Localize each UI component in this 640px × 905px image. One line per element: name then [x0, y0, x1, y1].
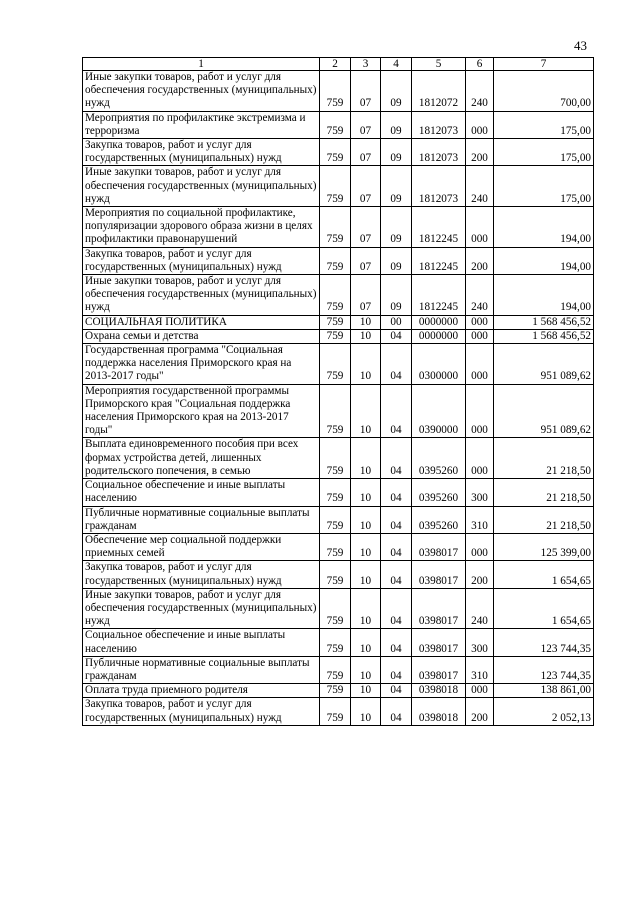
row-code-2: 759 [320, 315, 351, 329]
row-code-2: 759 [320, 344, 351, 385]
row-code-6: 240 [466, 588, 494, 629]
row-code-5: 0390000 [412, 384, 466, 438]
row-amount: 194,00 [494, 275, 594, 316]
budget-table [82, 57, 594, 726]
row-name: Публичные нормативные социальные выплаты гражданам [83, 506, 320, 533]
row-amount: 138 861,00 [494, 684, 594, 698]
table-row [83, 561, 594, 588]
row-code-6: 000 [466, 533, 494, 560]
row-code-3: 07 [351, 139, 381, 166]
row-code-2: 759 [320, 139, 351, 166]
row-amount: 1 568 456,52 [494, 329, 594, 343]
row-code-4: 09 [381, 166, 412, 207]
row-code-6: 000 [466, 315, 494, 329]
row-code-6: 000 [466, 329, 494, 343]
row-code-5: 0398018 [412, 698, 466, 725]
row-code-6: 240 [466, 275, 494, 316]
row-code-3: 10 [351, 344, 381, 385]
row-code-6: 200 [466, 698, 494, 725]
row-code-4: 04 [381, 384, 412, 438]
row-code-2: 759 [320, 629, 351, 656]
table-row [83, 384, 594, 438]
row-code-4: 09 [381, 247, 412, 274]
row-code-6: 200 [466, 139, 494, 166]
row-code-5: 0395260 [412, 506, 466, 533]
row-code-4: 04 [381, 698, 412, 725]
row-code-2: 759 [320, 506, 351, 533]
row-name: Иные закупки товаров, работ и услуг для обеспечения государственных (муниципальных) нужд [83, 275, 320, 316]
row-code-2: 759 [320, 247, 351, 274]
row-code-3: 10 [351, 588, 381, 629]
row-code-3: 10 [351, 561, 381, 588]
row-name: Мероприятия по профилактике экстремизма и терроризма [83, 111, 320, 138]
row-name: СОЦИАЛЬНАЯ ПОЛИТИКА [83, 315, 320, 329]
row-code-2: 759 [320, 533, 351, 560]
row-code-5: 0398017 [412, 656, 466, 683]
row-amount: 951 089,62 [494, 344, 594, 385]
row-code-3: 10 [351, 656, 381, 683]
row-code-6: 300 [466, 479, 494, 506]
row-code-5: 1812245 [412, 247, 466, 274]
row-name: Обеспечение мер социальной поддержки приемных семей [83, 533, 320, 560]
col-header-6: 6 [466, 58, 494, 71]
header-row [83, 58, 594, 71]
row-code-5: 1812073 [412, 139, 466, 166]
row-code-2: 759 [320, 479, 351, 506]
row-name: Мероприятия государственной программы Приморского края "Социальная поддержка населения Приморского края на 2013-2017 годы" [83, 384, 320, 438]
row-code-4: 00 [381, 315, 412, 329]
row-code-4: 04 [381, 656, 412, 683]
row-code-6: 000 [466, 207, 494, 248]
row-code-4: 04 [381, 588, 412, 629]
row-code-4: 04 [381, 329, 412, 343]
table-row [83, 315, 594, 329]
table-row [83, 139, 594, 166]
row-code-2: 759 [320, 684, 351, 698]
row-code-3: 10 [351, 698, 381, 725]
row-code-5: 1812072 [412, 71, 466, 112]
row-name: Государственная программа "Социальная поддержка населения Приморского края на 2013-2017 годы" [83, 344, 320, 385]
row-code-6: 240 [466, 71, 494, 112]
row-amount: 123 744,35 [494, 629, 594, 656]
row-name: Закупка товаров, работ и услуг для государственных (муниципальных) нужд [83, 561, 320, 588]
row-code-4: 09 [381, 111, 412, 138]
row-code-6: 000 [466, 344, 494, 385]
table-row [83, 506, 594, 533]
row-code-3: 10 [351, 506, 381, 533]
row-code-2: 759 [320, 438, 351, 479]
row-code-5: 1812073 [412, 166, 466, 207]
row-amount: 1 654,65 [494, 561, 594, 588]
row-code-6: 000 [466, 111, 494, 138]
table-row [83, 275, 594, 316]
row-code-5: 0395260 [412, 438, 466, 479]
row-code-3: 07 [351, 166, 381, 207]
row-code-2: 759 [320, 166, 351, 207]
row-code-2: 759 [320, 588, 351, 629]
row-code-5: 0398017 [412, 588, 466, 629]
row-code-3: 07 [351, 247, 381, 274]
row-code-6: 000 [466, 438, 494, 479]
row-code-3: 07 [351, 207, 381, 248]
row-code-5: 0300000 [412, 344, 466, 385]
row-amount: 175,00 [494, 166, 594, 207]
row-code-3: 10 [351, 315, 381, 329]
row-amount: 194,00 [494, 247, 594, 274]
row-amount: 175,00 [494, 139, 594, 166]
row-amount: 123 744,35 [494, 656, 594, 683]
col-header-1: 1 [83, 58, 320, 71]
row-name: Публичные нормативные социальные выплаты гражданам [83, 656, 320, 683]
row-name: Социальное обеспечение и иные выплаты населению [83, 479, 320, 506]
row-code-3: 10 [351, 533, 381, 560]
col-header-3: 3 [351, 58, 381, 71]
row-code-2: 759 [320, 384, 351, 438]
row-code-3: 10 [351, 479, 381, 506]
table-row [83, 207, 594, 248]
row-code-4: 09 [381, 139, 412, 166]
row-code-4: 09 [381, 275, 412, 316]
row-code-5: 0000000 [412, 315, 466, 329]
row-name: Закупка товаров, работ и услуг для государственных (муниципальных) нужд [83, 698, 320, 725]
row-name: Закупка товаров, работ и услуг для государственных (муниципальных) нужд [83, 139, 320, 166]
row-code-5: 1812245 [412, 207, 466, 248]
row-code-4: 04 [381, 561, 412, 588]
row-code-5: 0398017 [412, 629, 466, 656]
row-code-6: 300 [466, 629, 494, 656]
row-code-3: 07 [351, 111, 381, 138]
row-code-2: 759 [320, 698, 351, 725]
table-row [83, 344, 594, 385]
row-name: Социальное обеспечение и иные выплаты населению [83, 629, 320, 656]
row-code-6: 310 [466, 656, 494, 683]
col-header-2: 2 [320, 58, 351, 71]
row-code-5: 0398017 [412, 561, 466, 588]
row-amount: 125 399,00 [494, 533, 594, 560]
row-amount: 700,00 [494, 71, 594, 112]
row-code-5: 0395260 [412, 479, 466, 506]
row-amount: 951 089,62 [494, 384, 594, 438]
row-amount: 21 218,50 [494, 479, 594, 506]
row-name: Иные закупки товаров, работ и услуг для обеспечения государственных (муниципальных) нужд [83, 588, 320, 629]
row-amount: 21 218,50 [494, 438, 594, 479]
row-name: Оплата труда приемного родителя [83, 684, 320, 698]
table-row [83, 479, 594, 506]
row-code-3: 07 [351, 275, 381, 316]
table-row [83, 438, 594, 479]
table-row [83, 629, 594, 656]
row-code-2: 759 [320, 329, 351, 343]
page-number: 43 [574, 38, 587, 53]
table-row [83, 247, 594, 274]
table-row [83, 71, 594, 112]
row-name: Иные закупки товаров, работ и услуг для обеспечения государственных (муниципальных) нужд [83, 71, 320, 112]
row-amount: 175,00 [494, 111, 594, 138]
table-row [83, 533, 594, 560]
table-row [83, 684, 594, 698]
row-code-6: 200 [466, 247, 494, 274]
row-code-3: 10 [351, 629, 381, 656]
col-header-4: 4 [381, 58, 412, 71]
row-code-6: 200 [466, 561, 494, 588]
table-row [83, 588, 594, 629]
row-code-2: 759 [320, 275, 351, 316]
row-code-5: 1812073 [412, 111, 466, 138]
row-name: Выплата единовременного пособия при всех формах устройства детей, лишенных родительского попечения, в семью [83, 438, 320, 479]
row-code-4: 04 [381, 344, 412, 385]
row-amount: 1 568 456,52 [494, 315, 594, 329]
row-code-5: 0000000 [412, 329, 466, 343]
row-code-2: 759 [320, 207, 351, 248]
table-row [83, 111, 594, 138]
row-code-3: 07 [351, 71, 381, 112]
table-row [83, 698, 594, 725]
table-row [83, 166, 594, 207]
col-header-7: 7 [494, 58, 594, 71]
row-name: Закупка товаров, работ и услуг для государственных (муниципальных) нужд [83, 247, 320, 274]
row-name: Иные закупки товаров, работ и услуг для обеспечения государственных (муниципальных) нужд [83, 166, 320, 207]
row-code-4: 04 [381, 629, 412, 656]
row-code-4: 04 [381, 438, 412, 479]
row-code-3: 10 [351, 384, 381, 438]
row-code-3: 10 [351, 438, 381, 479]
row-amount: 21 218,50 [494, 506, 594, 533]
row-code-2: 759 [320, 71, 351, 112]
col-header-5: 5 [412, 58, 466, 71]
row-code-4: 09 [381, 207, 412, 248]
row-code-5: 0398017 [412, 533, 466, 560]
row-code-3: 10 [351, 329, 381, 343]
row-code-4: 04 [381, 506, 412, 533]
row-code-5: 1812245 [412, 275, 466, 316]
row-code-4: 04 [381, 479, 412, 506]
table-row [83, 656, 594, 683]
row-code-6: 310 [466, 506, 494, 533]
row-code-2: 759 [320, 656, 351, 683]
row-code-2: 759 [320, 561, 351, 588]
row-code-4: 04 [381, 684, 412, 698]
row-code-4: 09 [381, 71, 412, 112]
row-name: Мероприятия по социальной профилактике, популяризации здорового образа жизни в целях профилактики правонарушений [83, 207, 320, 248]
row-code-5: 0398018 [412, 684, 466, 698]
row-code-4: 04 [381, 533, 412, 560]
row-code-2: 759 [320, 111, 351, 138]
row-name: Охрана семьи и детства [83, 329, 320, 343]
row-amount: 2 052,13 [494, 698, 594, 725]
row-amount: 1 654,65 [494, 588, 594, 629]
row-amount: 194,00 [494, 207, 594, 248]
row-code-6: 000 [466, 384, 494, 438]
row-code-6: 000 [466, 684, 494, 698]
row-code-3: 10 [351, 684, 381, 698]
table-row [83, 329, 594, 343]
row-code-6: 240 [466, 166, 494, 207]
